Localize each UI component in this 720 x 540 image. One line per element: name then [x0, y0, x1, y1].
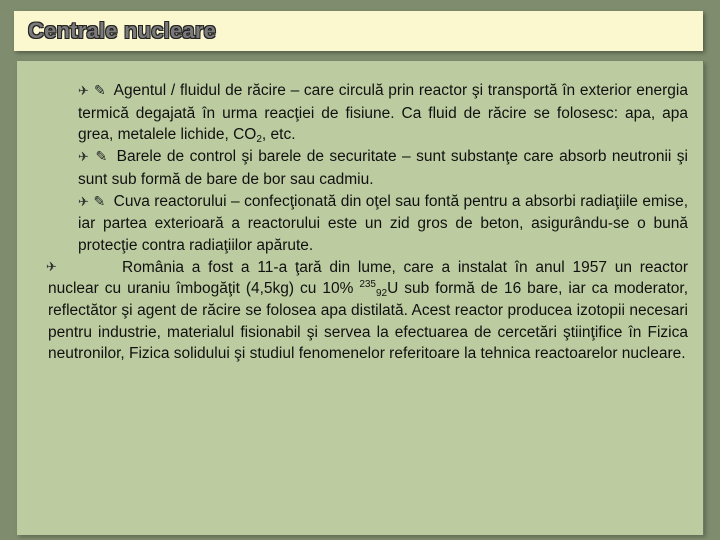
pen-icon: ✎	[93, 193, 106, 210]
item-tail: , etc.	[261, 126, 296, 144]
pen-icon: ✎	[94, 83, 106, 99]
slide-title: Centrale nucleare	[28, 18, 217, 43]
isotope-atomic-number: 92	[376, 288, 388, 300]
title-bar	[14, 11, 703, 51]
wing-icon: ✈	[78, 194, 90, 210]
isotope-symbol: U	[387, 280, 399, 298]
list-item	[78, 191, 688, 257]
item-text: Agentul / fluidul de răcire – care circulă prin reactor şi transportă în exterior energia termică degajată în urma reacţiei de fisiune. Ca fluid de răcire se folosesc: apa, apa grea, metalele lichide, CO	[78, 82, 688, 144]
wing-icon: ✈	[78, 84, 90, 99]
isotope-mass-number: 235	[359, 279, 376, 291]
pen-icon: ✎	[95, 149, 108, 166]
list-item	[78, 80, 688, 146]
subscript: 2	[256, 134, 262, 146]
item-text: Cuva reactorului – confecţionată din oţel sau fontă pentru a absorbi radiaţiile emise, iar partea exterioară a reactorului este un zid gros de beton, asigurându-se o bună protecţie contra radiaţiilor apărute.	[78, 192, 689, 254]
wing-icon: ✈	[46, 259, 57, 275]
bullet-icons	[78, 193, 105, 210]
wing-icon: ✈	[78, 150, 91, 166]
slide-content	[48, 80, 688, 365]
main-paragraph	[48, 257, 688, 366]
bullet-icons	[78, 82, 106, 99]
list-item	[78, 146, 688, 190]
paragraph-text-before: România a fost a 11-a ţară din lume, care a instalat în anul 1957 un reactor nuclear cu uraniu îmbogăţit (4,5kg) cu 10%	[48, 258, 688, 298]
paragraph-text-after: sub formă de 16 bare, iar ca moderator, reflectător şi agent de răcire se folosea apa distilată. Acest reactor producea izotopii necesari pentru industrie, materialul fisionabil şi servea la efectuarea de cercetări ştiinţifice în Fizica neutronilor, Fizica solidului şi studiul fenomenelor referitoare la tehnica reactoarelor nucleare.	[48, 280, 688, 363]
bullet-icons	[78, 148, 107, 165]
item-text: Barele de control şi barele de securitate – sunt substanţe care absorb neutronii şi sunt sub formă de bare de bor sau cadmiu.	[78, 148, 688, 188]
